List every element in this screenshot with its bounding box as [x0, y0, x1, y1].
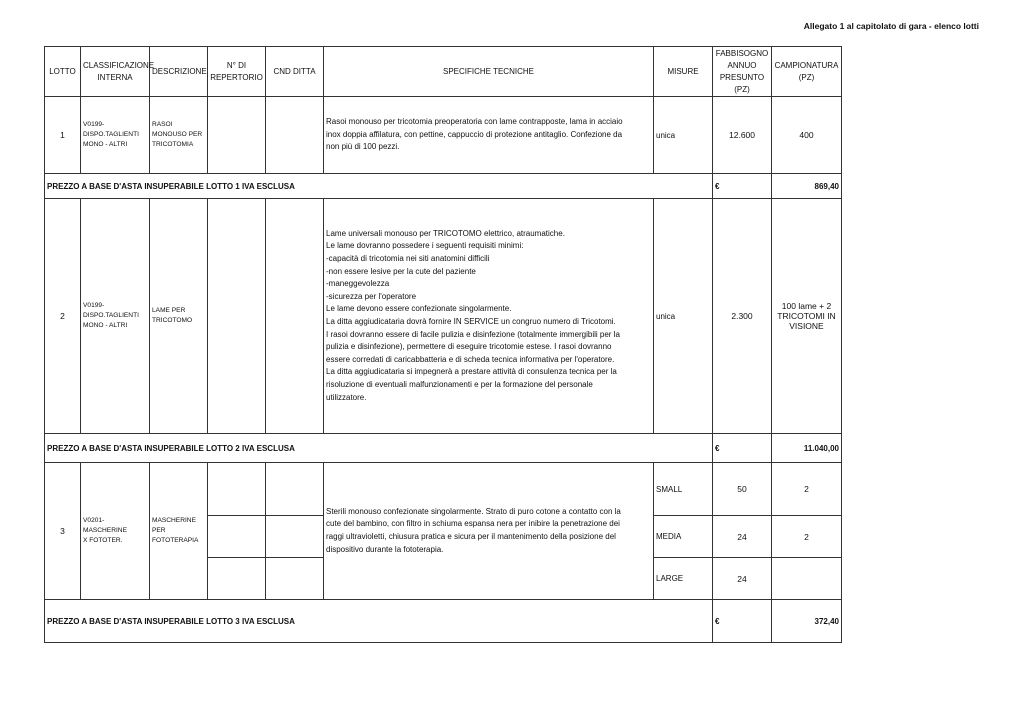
- col-header-repertorio: [208, 47, 266, 97]
- prezzo-row-1: [45, 174, 842, 199]
- cell-text: TRICOTOMO: [152, 317, 193, 324]
- cnd-cell: [266, 97, 324, 174]
- cell-text: DISPO.TAGLIENTI: [83, 312, 139, 319]
- col-header-descrizione: DESCRIZIONE: [150, 47, 208, 97]
- fabbisogno-cell: 24: [713, 516, 772, 558]
- spec-line: non più di 100 pezzi.: [326, 142, 400, 152]
- spec-line: Le lame dovranno possedere i seguenti requisiti minimi:: [326, 241, 524, 251]
- spec-line: -sicurezza per l'operatore: [326, 291, 417, 301]
- fabbisogno-cell: 24: [713, 558, 772, 600]
- campionatura-cell: [772, 199, 842, 434]
- specifiche-cell: [324, 199, 654, 434]
- cell-text: V0199-: [83, 121, 105, 128]
- repertorio-cell: [208, 97, 266, 174]
- spec-line: I rasoi dovranno essere di facile pulizia e disinfezione (totalmente immergibili per la: [326, 329, 620, 339]
- col-header-specifiche: SPECIFICHE TECNICHE: [324, 47, 654, 97]
- campionatura-cell: 2: [772, 516, 842, 558]
- spec-line: -maneggevolezza: [326, 279, 390, 289]
- campionatura-cell: [772, 558, 842, 600]
- repertorio-cell: [208, 463, 266, 516]
- cell-text: FOTOTERAPIA: [152, 537, 199, 544]
- cell-text: VISIONE: [789, 321, 824, 331]
- spec-line: La ditta aggiudicataria dovrà fornire IN SERVICE un congruo numero di Tricotomi.: [326, 317, 616, 326]
- cell-text: MONOUSO PER: [152, 131, 203, 138]
- col-header-fabbisogno: [713, 47, 772, 97]
- prezzo-label: PREZZO A BASE D'ASTA INSUPERABILE LOTTO 1 IVA ESCLUSA: [45, 174, 713, 199]
- spec-line: essere corredati di caricabbatteria e di scheda tecnica informativa per l'operatore.: [326, 354, 615, 364]
- spec-line: inox doppia affilatura, con pettine, cappuccio di protezione antitaglio. Confezione da: [326, 129, 623, 139]
- prezzo-amount: 869,40: [772, 174, 842, 199]
- spec-line: pulizia e disinfezione), permettere di eseguire tricotomie estese. I rasoi dovranno: [326, 342, 612, 352]
- cell-text: PER: [152, 527, 166, 534]
- descrizione-cell: [150, 463, 208, 600]
- misura-cell: unica: [654, 199, 713, 434]
- misura-cell: unica: [654, 97, 713, 174]
- fabbisogno-cell: 2.300: [713, 199, 772, 434]
- col-header-text: CLASSIFICAZIONE: [83, 60, 155, 70]
- cell-text: V0201-MASCHERINE: [83, 517, 127, 534]
- repertorio-cell: [208, 199, 266, 434]
- col-header-misure: MISURE: [654, 47, 713, 97]
- table-header-row: [45, 47, 842, 97]
- descrizione-cell: [150, 97, 208, 174]
- col-header-campionatura: [772, 47, 842, 97]
- cnd-cell: [266, 558, 324, 600]
- lotto-row-3-small: [45, 463, 842, 516]
- currency-symbol: €: [713, 600, 772, 643]
- prezzo-amount: 11.040,00: [772, 434, 842, 463]
- specifiche-cell: [324, 97, 654, 174]
- col-header-text: ANNUO: [727, 60, 757, 70]
- spec-line: cute del bambino, con filtro in schiuma espansa nera per inibire la penetrazione dei: [326, 519, 620, 529]
- col-header-text: INTERNA: [97, 72, 133, 82]
- col-header-text: (PZ): [798, 72, 815, 82]
- specifiche-cell: [324, 463, 654, 600]
- lotto-row-2: [45, 199, 842, 434]
- prezzo-row-3: [45, 600, 842, 643]
- col-header-text: CAMPIONATURA: [774, 60, 839, 70]
- col-header-text: REPERTORIO: [210, 72, 263, 82]
- spec-line: Rasoi monouso per tricotomia preoperatoria con lame contrapposte, lama in acciaio: [326, 117, 623, 127]
- lotto-number: 3: [45, 463, 81, 600]
- cell-text: TRICOTOMIA: [152, 141, 194, 148]
- prezzo-row-2: [45, 434, 842, 463]
- spec-line: Le lame devono essere confezionate singolarmente.: [326, 304, 512, 314]
- spec-line: dispositivo durante la fototerapia.: [326, 544, 444, 554]
- cell-text: RASOI: [152, 121, 173, 128]
- cell-text: 100 lame + 2: [781, 301, 832, 311]
- spec-line: risoluzione di eventuali malfunzionamenti e per la formazione del personale: [326, 379, 593, 389]
- classificazione-cell: [81, 199, 150, 434]
- col-header-classificazione: [81, 47, 155, 97]
- repertorio-cell: [208, 516, 266, 558]
- cnd-cell: [266, 199, 324, 434]
- spec-line: -non essere lesive per la cute del paziente: [326, 266, 476, 276]
- cell-text: X FOTOTER.: [83, 537, 123, 544]
- col-header-text: FABBISOGNO: [715, 48, 769, 58]
- classificazione-cell: [81, 97, 150, 174]
- document-title: Allegato 1 al capitolato di gara - elenco lotti: [803, 21, 979, 31]
- lotto-row-1: [45, 97, 842, 174]
- cnd-cell: [266, 516, 324, 558]
- lotto-number: 1: [45, 97, 81, 174]
- cell-text: DISPO.TAGLIENTI: [83, 131, 139, 138]
- fabbisogno-cell: 12.600: [713, 97, 772, 174]
- col-header-text: PRESUNTO: [719, 72, 765, 82]
- spec-line: Sterili monouso confezionate singolarmente. Strato di puro cotone a contatto con la: [326, 506, 621, 516]
- descrizione-cell: [150, 199, 208, 434]
- currency-symbol: €: [713, 434, 772, 463]
- campionatura-cell: 2: [772, 463, 842, 516]
- campionatura-cell: 400: [772, 97, 842, 174]
- prezzo-amount: 372,40: [772, 600, 842, 643]
- col-header-cnd: CND DITTA: [266, 47, 324, 97]
- spec-line: Lame universali monouso per TRICOTOMO elettrico, atraumatiche.: [326, 228, 565, 238]
- currency-symbol: €: [713, 174, 772, 199]
- cell-text: V0199-: [83, 302, 105, 309]
- cell-text: MONO - ALTRI: [83, 141, 128, 148]
- spec-line: utilizzatore.: [326, 392, 367, 402]
- fabbisogno-cell: 50: [713, 463, 772, 516]
- lotto-number: 2: [45, 199, 81, 434]
- misura-cell: SMALL: [654, 463, 713, 516]
- cell-text: MASCHERINE: [152, 517, 196, 524]
- prezzo-label: PREZZO A BASE D'ASTA INSUPERABILE LOTTO 2 IVA ESCLUSA: [45, 434, 713, 463]
- cnd-cell: [266, 463, 324, 516]
- cell-text: LAME PER: [152, 307, 186, 314]
- misura-cell: MEDIA: [654, 516, 713, 558]
- cell-text: TRICOTOMI IN: [777, 311, 836, 321]
- prezzo-label: PREZZO A BASE D'ASTA INSUPERABILE LOTTO 3 IVA ESCLUSA: [45, 600, 713, 643]
- misura-cell: LARGE: [654, 558, 713, 600]
- cell-text: MONO - ALTRI: [83, 322, 128, 329]
- spec-line: -capacità di tricotomia nei siti anatomini difficili: [326, 254, 490, 264]
- classificazione-cell: [81, 463, 150, 600]
- repertorio-cell: [208, 558, 266, 600]
- spec-line: La ditta aggiudicataria si impegnerà a prestare attività di consulenza tecnica per la: [326, 367, 617, 377]
- lotti-table: [44, 46, 842, 643]
- col-header-lotto: LOTTO: [45, 47, 81, 97]
- col-header-text: N° DI: [226, 60, 247, 70]
- col-header-text: (PZ): [734, 84, 750, 94]
- spec-line: raggi ultravioletti, chiusura pratica e sicura per il mantenimento della posizione del: [326, 532, 616, 541]
